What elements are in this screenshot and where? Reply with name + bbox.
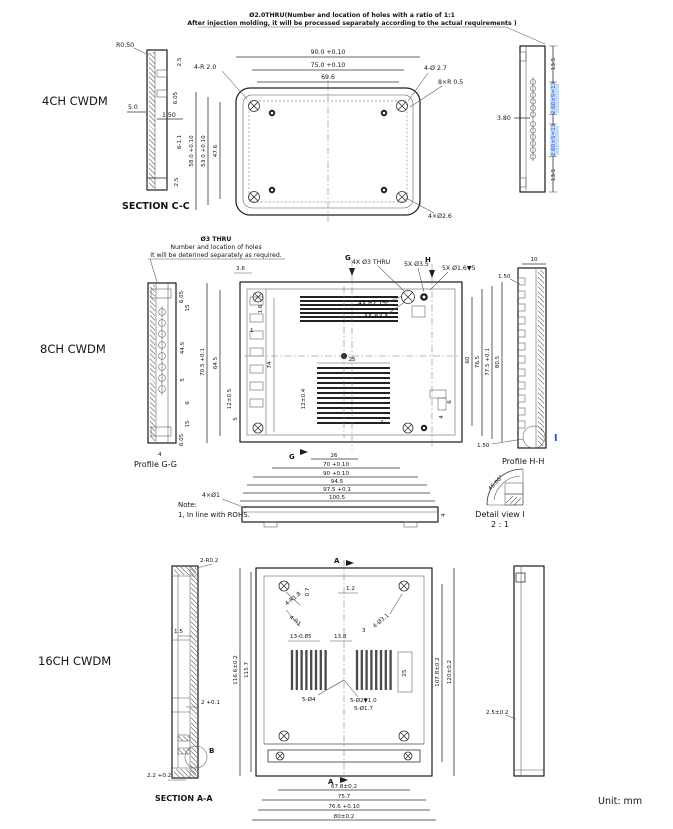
ch8-dim-705: 70.5 +0.1 (200, 348, 206, 376)
ch4-front-view (236, 80, 420, 222)
ch8-dim-g15t: 15 (185, 304, 191, 312)
ch16-callout-r02: 2-R0.2 (200, 558, 219, 564)
ch16-marker-a-top: A (334, 557, 340, 565)
ch8-dim-2: 2 (380, 420, 384, 426)
ch16-dim-12: 1.2 (346, 586, 355, 592)
ch8-dim-b945: 94.5 (330, 479, 344, 485)
ch8-dim-b70: 70 +0.10 (322, 462, 350, 468)
header-note-line1: Ø2.0THRU(Number and location of holes with a ratio of 1:1 (249, 12, 455, 19)
ch16-dim-1385: 13-0.85 (290, 634, 312, 640)
ch16-dim-r120: 120±0.2 (447, 659, 453, 685)
ch16-dim-s25: 2.5±0.2 (486, 710, 509, 716)
ch8-dim-g445: 44.5 (180, 341, 186, 355)
ch16-dim-07: 0.7 (305, 587, 311, 597)
ch8-callout-h16: 5X Ø1.6▼5 (442, 265, 476, 272)
ch8-dim-h150b: 1.50 (477, 443, 490, 449)
ch16-callout-d31: 4-Ø3.1 (372, 612, 391, 630)
ch8-note-line1: Note: (178, 501, 197, 509)
ch8-dim-74: 74 (267, 361, 273, 369)
ch16-section-label: SECTION A-A (155, 794, 213, 803)
ch8-dim-124: 12±0.4 (301, 388, 307, 410)
ch16-marker-a-bottom: A (328, 778, 334, 786)
ch8-marker-g-bottom: G (289, 453, 295, 461)
ch8-profile-g-label: Profile G-G (134, 460, 177, 469)
ch16-dim-138: 13.8 (334, 634, 347, 640)
ch8-dim-b90: 90 +0.10 (322, 471, 350, 477)
ch16-label: 16CH CWDM (38, 654, 112, 668)
ch4-dim-h53: 53.0 +0.10 (201, 135, 207, 167)
ch8-dim-s4: 4 (441, 513, 447, 517)
ch4-dim-135a: 13.5 (551, 57, 557, 71)
ch8-dim-b1005: 100.5 (328, 495, 346, 501)
ch8-dim-r775: 77.5 +0.1 (485, 348, 491, 376)
ch8-callout-r35: 4X R3.5 (364, 313, 389, 320)
ch8-note-line2: 1, In line with ROHS. (178, 511, 250, 519)
ch8-ann-line1: Ø3 THRU (200, 236, 232, 243)
ch8-profile-h-view (518, 268, 546, 448)
ch16-dim-b80: 80±0.2 (333, 814, 355, 820)
ch8-dim-g15b: 15 (185, 420, 191, 428)
ch8-callout-r275: 4X R2.75 (358, 300, 387, 307)
ch16-side-view (514, 566, 544, 776)
ch4-dim-h58: 58.0 +0.10 (189, 135, 195, 167)
ch4-dim-50: 5.0 (128, 104, 138, 111)
ch16-dim-l1166: 116.6±0.2 (233, 655, 239, 685)
ch8-callout-h1: 4×Ø1 (202, 492, 220, 499)
ch8-dim-h10: 10 (530, 257, 538, 263)
ch8-dim-645: 64.5 (213, 356, 219, 370)
ch8-dim-g605b: 6.05 (179, 433, 185, 447)
ch8-dim-g6: 6 (185, 401, 191, 405)
ch8-callout-h35: 5X Ø3.5 (404, 261, 429, 268)
ch4-dim-135b: 13.5 (551, 168, 557, 182)
ch16-dim-3: 3 (362, 628, 366, 634)
ch8-dim-g4: 4 (158, 452, 162, 458)
ch8-marker-g-top: G (345, 254, 351, 262)
ch16-dim-b678: 67.8±0.2 (330, 784, 358, 790)
ch16-dim-r1078: 107.8±0.2 (435, 657, 441, 687)
ch8-dim-16: 1.6 (258, 304, 264, 314)
ch4-dim-w75: 75.0 +0.10 (310, 62, 346, 69)
ch8-dim-1: 1 (250, 328, 254, 334)
ch8-ann-line3: It will be deterined separately as required. (150, 252, 282, 259)
ch4-section-label: SECTION C-C (122, 201, 190, 212)
ch4-section-view (147, 50, 167, 190)
ch16-callout-g17: 5-Ø1.7 (354, 706, 373, 712)
ch8-dim-4: 4 (439, 415, 445, 419)
ch4-dim-w696: 69.6 (321, 74, 335, 81)
ch4-side-view (520, 46, 545, 192)
header-note-line2: After injection molding, it will be processed separately according to the actual requirements ) (187, 20, 517, 27)
ch8-dim-h150t: 1.50 (498, 274, 511, 280)
ch4-dim-pitch1: 2.60×5=13 (551, 81, 557, 115)
ch16-callout-g4: 5-Ø4 (302, 697, 316, 703)
ch8-dim-125: 12±0.5 (227, 388, 233, 410)
ch8-dim-g5: 5 (180, 378, 186, 382)
ch8-dim-b975: 97.5 +0.1 (323, 487, 351, 493)
ch16-dim-22: 2.2 +0.2 (147, 773, 172, 779)
ch4-dim-s605: 6.05 (173, 91, 179, 105)
ch8-profile-h-label: Profile H-H (502, 457, 545, 466)
unit-label: Unit: mm (598, 796, 643, 807)
ch4-callout-hole27: 4-Ø 2.7 (424, 65, 447, 72)
ch4-dim-s611: 6-1.1 (177, 134, 183, 150)
ch4-dim-150: 1.50 (162, 112, 176, 119)
ch4-callout-r05: 8×R 0.5 (438, 79, 464, 86)
ch4-dim-s25a: 2.5 (177, 57, 183, 67)
ch4-callout-r050: R0.50 (116, 42, 135, 49)
ch8-dim-b26: 26 (330, 453, 338, 459)
ch8-ann-line2: Number and location of holes (170, 244, 262, 251)
ch16-dim-b766: 76.6 +0.10 (328, 804, 360, 810)
ch8-dim-6: 6 (447, 400, 453, 404)
ch4-dim-pitch2: 2.60×5=13 (551, 123, 557, 157)
ch4-label: 4CH CWDM (42, 94, 108, 108)
ch16-dim-15: 1.5 (174, 629, 183, 635)
ch8-detail-title: Detail view I (475, 510, 525, 519)
ch8-profile-g-view (148, 283, 176, 443)
ch8-callout-h3thru: 4X Ø3 THRU (352, 259, 391, 266)
ch16-callout-r18: 4-R1.8 (284, 591, 303, 608)
ch16-dim-25: 25 (402, 669, 408, 677)
ch8-marker-h: H (425, 256, 431, 264)
ch4-dim-w90: 90.0 +0.10 (310, 49, 346, 56)
ch8-detail-angle: 45.00° (487, 474, 506, 493)
ch8-dim-25: 25 (348, 357, 356, 363)
ch16-marker-b: B (209, 747, 215, 755)
ch16-dim-b757: 75.7 (337, 794, 351, 800)
ch8-dim-36: 3.6 (236, 266, 245, 272)
ch8-marker-i: I (554, 433, 558, 444)
ch16-callout-r1: 4-R1 (287, 614, 302, 628)
ch8-detail-scale: 2 : 1 (491, 520, 509, 529)
ch8-dim-r60: 60 (465, 356, 471, 364)
ch16-callout-g2: 5-Ø2▼1.0 (350, 698, 377, 704)
ch8-dim-r765: 76.5 (475, 355, 481, 369)
ch16-dim-2: 2 +0.1 (201, 700, 220, 706)
ch4-dim-h476: 47.6 (213, 144, 219, 158)
ch16-dim-l1157: 115.7 (244, 661, 250, 679)
ch4-dim-380: 3.80 (497, 115, 511, 122)
ch4-dim-s25b: 2.5 (174, 177, 180, 187)
ch8-bottom-view (242, 507, 438, 527)
ch8-dim-5: 5 (233, 417, 239, 421)
ch8-dim-g605t: 6.05 (179, 290, 185, 304)
ch4-callout-hole26: 4×Ø2.6 (428, 213, 452, 220)
ch8-label: 8CH CWDM (40, 342, 106, 356)
ch8-dim-r805: 80.5 (495, 355, 501, 369)
ch4-callout-corner-r: 4-R 2.0 (194, 64, 217, 71)
